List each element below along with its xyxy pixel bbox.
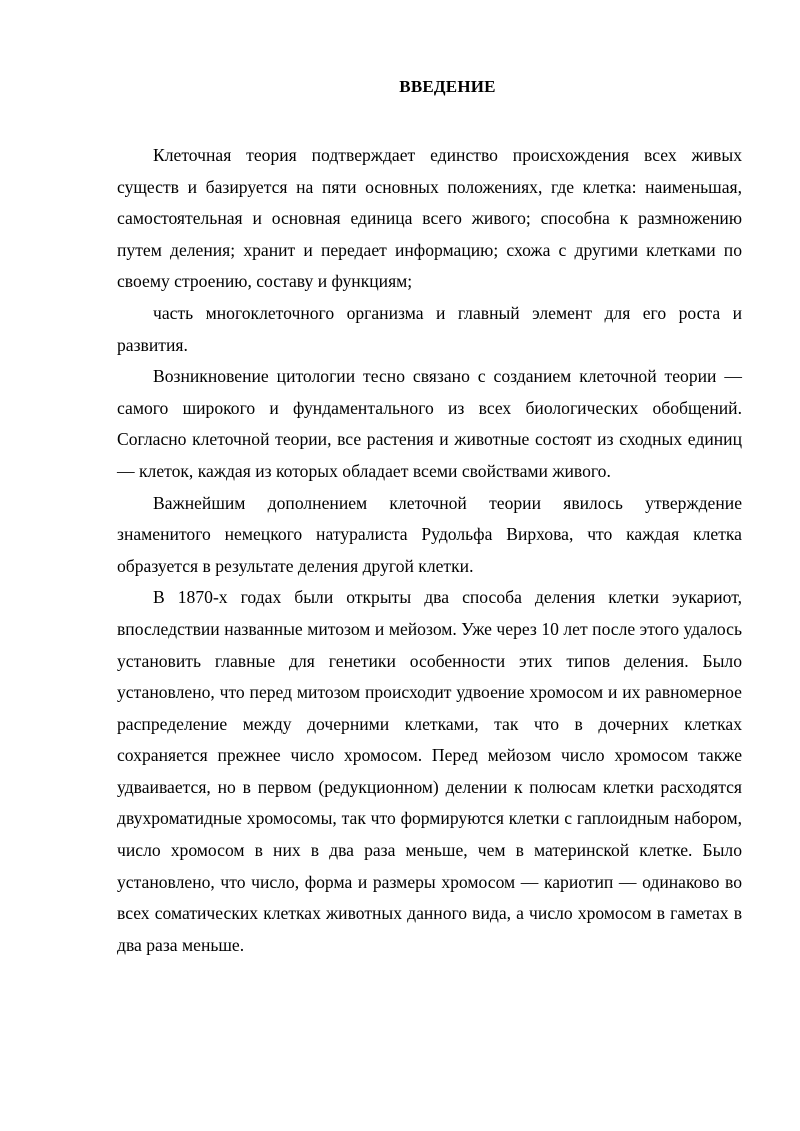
paragraph-cell-theory: Клеточная теория подтверждает единство происхождения всех живых существ и базируется на пяти основных положениях, где клетка: наименьшая, самостоятельная и основная единица всего живого; способна к размножению путем деления; хранит и передает информацию; схожа с другими клетками по своему строению, составу и функциям; <box>117 145 742 292</box>
paragraph-virchow: Важнейшим дополнением клеточной теории явилось утверждение знаменитого немецкого натуралиста Рудольфа Вирхова, что каждая клетка образуется в результате деления другой клетки. <box>117 492 742 576</box>
paragraph-multicellular: часть многоклеточного организма и главный элемент для его роста и развития. <box>117 302 742 355</box>
document-body <box>117 140 742 961</box>
page-title: ВВЕДЕНИЕ <box>399 77 496 96</box>
paragraph-mitosis-meiosis: В 1870-х годах были открыты два способа деления клетки эукариот, впоследствии названные митозом и мейозом. Уже через 10 лет после этого удалось установить главные для генетики особенности этих типов деления. Было установлено, что перед митозом происходит удвоение хромосом и их равномерное распределение между дочерними клетками, так что в дочерних клетках сохраняется прежнее число хромосом. Перед мейозом число хромосом также удваивается, но в первом (редукционном) делении к полюсам клетки расходятся двухроматидные хромосомы, так что формируются клетки с гаплоидным набором, число хромосом в них в два раза меньше, чем в материнской клетке. Было установлено, что число, форма и размеры хромосом — кариотип — одинаково во всех соматических клетках животных данного вида, а число хромосом в гаметах в два раза меньше. <box>117 587 742 955</box>
paragraph-cytology: Возникновение цитологии тесно связано с созданием клеточной теории — самого широкого и фундаментального из всех биологических обобщений. Согласно клеточной теории, все растения и животные состоят из сходных единиц — клеток, каждая из которых обладает всеми свойствами живого. <box>117 366 742 481</box>
